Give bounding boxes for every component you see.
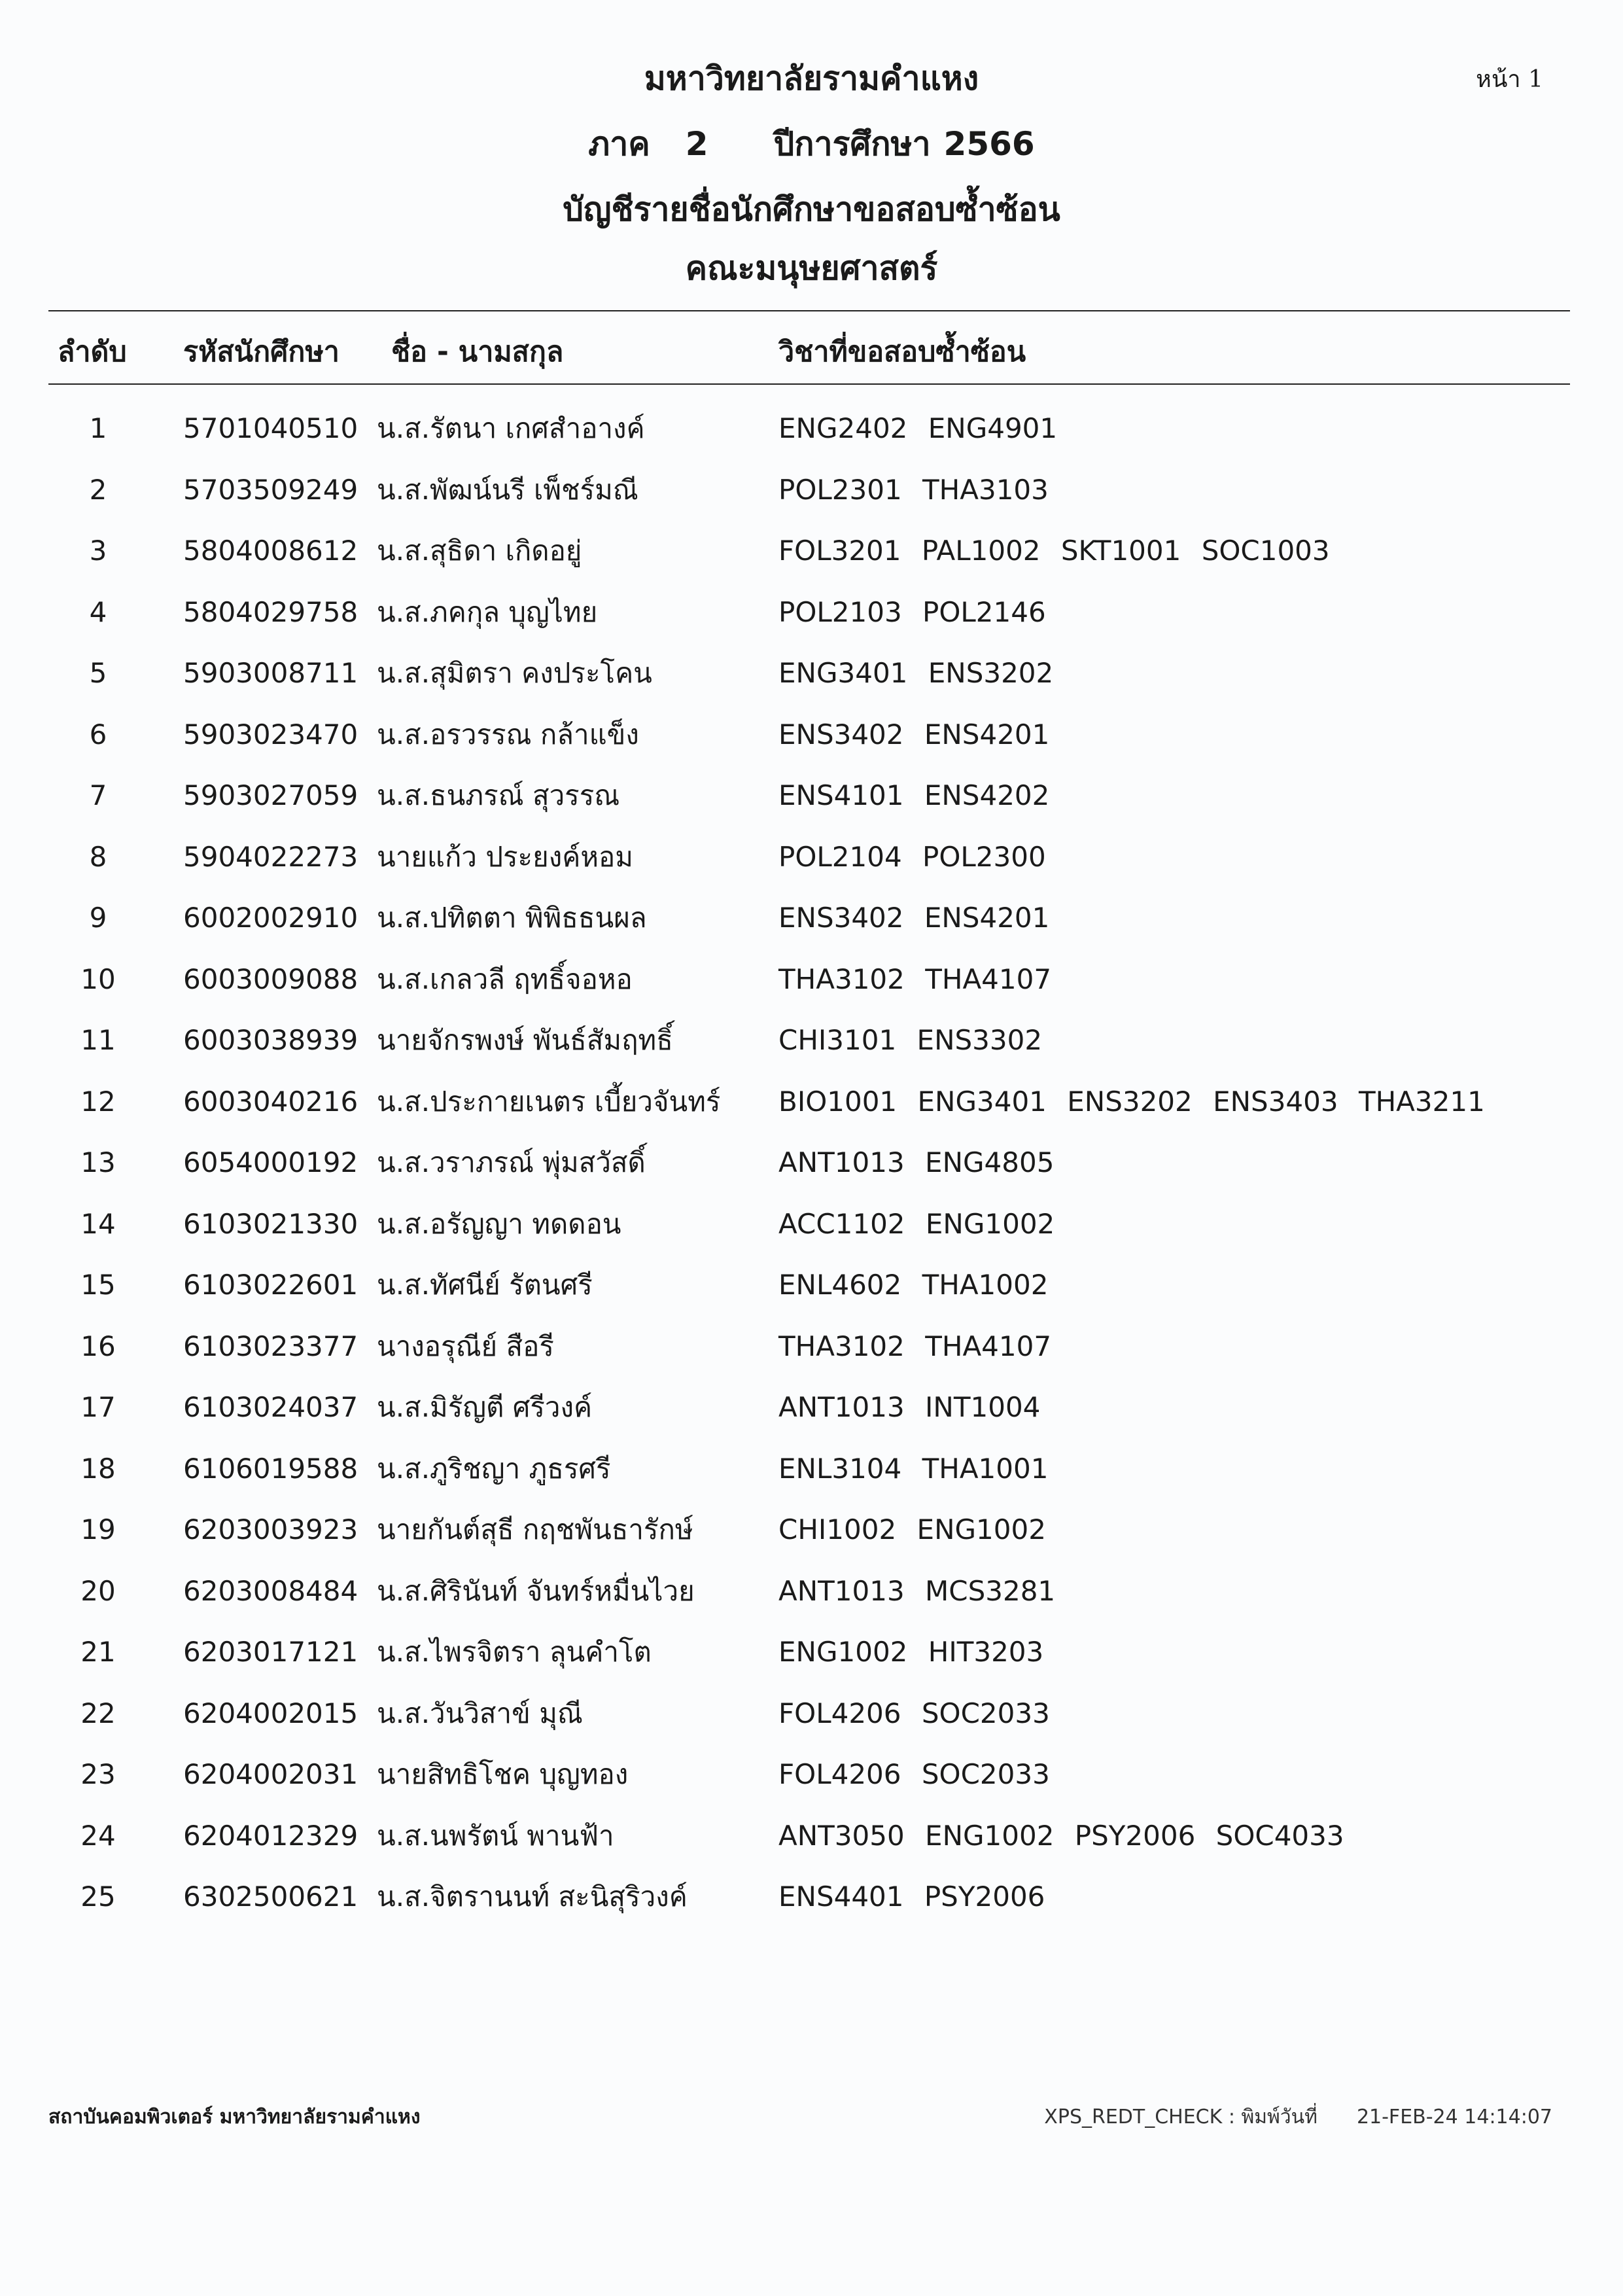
student-id: 6106019588 [183, 1452, 358, 1485]
table-row [0, 1071, 1623, 1133]
table-row [0, 765, 1623, 826]
row-number: 4 [89, 595, 107, 628]
student-id: 5903027059 [183, 779, 358, 811]
student-name: น.ส.พัฒน์นรี เพ็ชร์มณี [377, 473, 638, 506]
student-name: นายสิทธิโชค บุญทอง [377, 1758, 629, 1790]
row-number: 22 [80, 1697, 116, 1729]
footer-institute: สถาบันคอมพิวเตอร์ มหาวิทยาลัยรามคำแหง [48, 2106, 421, 2128]
student-id: 6203008484 [183, 1574, 358, 1607]
row-number: 19 [80, 1513, 116, 1545]
student-name: น.ส.นพรัตน์ พานฟ้า [377, 1819, 614, 1852]
row-number: 9 [89, 902, 107, 934]
duplicate-subjects: ANT1013 MCS3281 [778, 1574, 1056, 1607]
student-name: น.ส.ธนภรณ์ สุวรรณ [377, 779, 620, 811]
duplicate-subjects: ENG1002 HIT3203 [778, 1636, 1044, 1668]
student-name: น.ส.ปทิตตา พิพิธธนผล [377, 902, 647, 934]
student-id: 5703509249 [183, 473, 358, 506]
row-number: 21 [80, 1636, 116, 1668]
duplicate-subjects: FOL3201 PAL1002 SKT1001 SOC1003 [778, 535, 1330, 567]
student-id: 6203003923 [183, 1513, 358, 1545]
student-name: น.ส.สุมิตรา คงประโคน [377, 657, 652, 689]
duplicate-subjects: ENG2402 ENG4901 [778, 412, 1058, 444]
table-row [0, 398, 1623, 459]
row-number: 6 [89, 718, 107, 751]
row-number: 24 [80, 1819, 116, 1852]
student-name: นางอรุณีย์ สือรี [377, 1330, 554, 1362]
duplicate-subjects: POL2104 POL2300 [778, 840, 1046, 873]
column-header-name: ชื่อ - นามสกุล [391, 336, 564, 368]
row-number: 11 [80, 1024, 116, 1056]
table-row [0, 582, 1623, 643]
table-row [0, 1866, 1623, 1928]
student-name: น.ส.ประกายเนตร เบี้ยวจันทร์ [377, 1085, 721, 1118]
row-number: 16 [80, 1330, 116, 1362]
row-number: 23 [80, 1758, 116, 1790]
table-row [0, 1377, 1623, 1438]
row-number: 18 [80, 1452, 116, 1485]
student-id: 5804029758 [183, 595, 358, 628]
duplicate-subjects: ENS3402 ENS4201 [778, 902, 1050, 934]
row-number: 7 [89, 779, 107, 811]
list-title: บัญชีรายชื่อนักศึกษาขอสอบซ้ำซ้อน [563, 190, 1060, 228]
header-top-rule [48, 310, 1570, 311]
row-number: 12 [80, 1085, 116, 1118]
row-number: 8 [89, 840, 107, 873]
term-line [0, 111, 1623, 177]
page-number: หน้า 1 [1476, 66, 1543, 93]
student-id: 6204002031 [183, 1758, 358, 1790]
row-number: 15 [80, 1269, 116, 1301]
column-header-student-id: รหัสนักศึกษา [183, 336, 340, 368]
table-row [0, 520, 1623, 582]
table-row [0, 1561, 1623, 1622]
term-label: ภาค [588, 125, 650, 163]
duplicate-subjects: CHI1002 ENG1002 [778, 1513, 1046, 1545]
table-row [0, 1438, 1623, 1500]
report-check-label: XPS_REDT_CHECK : พิมพ์วันที่ [1044, 2106, 1318, 2128]
table-row [0, 643, 1623, 704]
duplicate-subjects: THA3102 THA4107 [778, 963, 1052, 995]
table-row [0, 1683, 1623, 1744]
row-number: 3 [89, 535, 107, 567]
student-id: 6003038939 [183, 1024, 358, 1056]
student-name: นายกันต์สุธี กฤชพันธารักษ์ [377, 1513, 693, 1545]
student-id: 6103022601 [183, 1269, 358, 1301]
table-row [0, 459, 1623, 521]
student-name: น.ส.จิตรานนท์ สะนิสุริวงค์ [377, 1881, 688, 1913]
student-name: น.ส.ภคกุล บุญไทย [377, 595, 598, 628]
document-header [0, 46, 1623, 294]
row-number: 25 [80, 1881, 116, 1913]
student-name: น.ส.วันวิสาข์ มุณี [377, 1697, 583, 1729]
duplicate-subjects: THA3102 THA4107 [778, 1330, 1052, 1362]
student-name: น.ส.อรวรรณ กล้าแข็ง [377, 718, 639, 751]
student-id: 6204002015 [183, 1697, 358, 1729]
student-id: 6302500621 [183, 1881, 358, 1913]
footer-print-info [1044, 2102, 1552, 2132]
year-value: 2566 [943, 125, 1035, 163]
table-row [0, 1254, 1623, 1316]
student-name: นายแก้ว ประยงค์หอม [377, 840, 633, 873]
student-id: 5903023470 [183, 718, 358, 751]
header-bottom-rule [48, 383, 1570, 385]
duplicate-subjects: ENL4602 THA1002 [778, 1269, 1049, 1301]
duplicate-subjects: ENG3401 ENS3202 [778, 657, 1054, 689]
row-number: 17 [80, 1391, 116, 1423]
table-row [0, 1805, 1623, 1867]
duplicate-subjects: ENS4101 ENS4202 [778, 779, 1050, 811]
table-row [0, 1132, 1623, 1193]
row-number: 10 [80, 963, 116, 995]
duplicate-subjects: ENL3104 THA1001 [778, 1452, 1049, 1485]
row-number: 20 [80, 1574, 116, 1607]
duplicate-subjects: POL2103 POL2146 [778, 595, 1046, 628]
student-name: น.ส.อรัญญา ทดดอน [377, 1207, 621, 1240]
duplicate-subjects: FOL4206 SOC2033 [778, 1758, 1050, 1790]
student-name: นายจักรพงษ์ พันธ์สัมฤทธิ์ [377, 1024, 673, 1056]
row-number: 1 [89, 412, 107, 444]
student-id: 5804008612 [183, 535, 358, 567]
student-name: น.ส.วราภรณ์ พุ่มสวัสดิ์ [377, 1146, 646, 1178]
row-number: 2 [89, 473, 107, 506]
duplicate-subjects: ANT1013 ENG4805 [778, 1146, 1055, 1178]
student-id: 6204012329 [183, 1819, 358, 1852]
student-table-body [0, 398, 1623, 1928]
table-row [0, 1316, 1623, 1377]
student-id: 5903008711 [183, 657, 358, 689]
student-name: น.ส.เกลวลี ฤทธิ์จอหอ [377, 963, 633, 995]
column-header-subjects: วิชาที่ขอสอบซ้ำซ้อน [778, 336, 1026, 368]
faculty-name: คณะมนุษยศาสตร์ [685, 249, 938, 287]
student-id: 6203017121 [183, 1636, 358, 1668]
student-id: 6103021330 [183, 1207, 358, 1240]
table-row [0, 887, 1623, 949]
table-row [0, 826, 1623, 888]
table-row [0, 1499, 1623, 1561]
table-row [0, 1621, 1623, 1683]
student-name: น.ส.สุธิดา เกิดอยู่ [377, 535, 582, 567]
table-row [0, 949, 1623, 1010]
student-name: น.ส.ศิรินันท์ จันทร์หมื่นไวย [377, 1574, 695, 1607]
print-timestamp: 21-FEB-24 14:14:07 [1356, 2106, 1552, 2128]
duplicate-subjects: ANT1013 INT1004 [778, 1391, 1041, 1423]
duplicate-subjects: ACC1102 ENG1002 [778, 1207, 1055, 1240]
row-number: 14 [80, 1207, 116, 1240]
table-row [0, 704, 1623, 766]
duplicate-subjects: ENS3402 ENS4201 [778, 718, 1050, 751]
row-number: 5 [89, 657, 107, 689]
student-id: 6003009088 [183, 963, 358, 995]
student-name: น.ส.ไพรจิตรา ลุนคำโต [377, 1636, 652, 1668]
table-row [0, 1744, 1623, 1805]
student-id: 5701040510 [183, 412, 358, 444]
university-name: มหาวิทยาลัยรามคำแหง [644, 60, 979, 97]
term-value: 2 [685, 125, 708, 163]
duplicate-subjects: ENS4401 PSY2006 [778, 1881, 1045, 1913]
student-name: น.ส.มิรัญตี ศรีวงค์ [377, 1391, 593, 1423]
duplicate-subjects: ANT3050 ENG1002 PSY2006 SOC4033 [778, 1819, 1344, 1852]
duplicate-subjects: POL2301 THA3103 [778, 473, 1049, 506]
table-row [0, 1010, 1623, 1071]
duplicate-subjects: BIO1001 ENG3401 ENS3202 ENS3403 THA3211 [778, 1085, 1485, 1118]
student-id: 6002002910 [183, 902, 358, 934]
student-name: น.ส.ภูริชญา ภูธรศรี [377, 1452, 611, 1485]
year-label: ปีการศึกษา [773, 125, 931, 163]
student-name: น.ส.รัตนา เกศสำอางค์ [377, 412, 645, 444]
student-id: 6003040216 [183, 1085, 358, 1118]
column-header-no: ลำดับ [58, 336, 127, 368]
table-row [0, 1193, 1623, 1255]
duplicate-subjects: FOL4206 SOC2033 [778, 1697, 1050, 1729]
duplicate-subjects: CHI3101 ENS3302 [778, 1024, 1043, 1056]
row-number: 13 [80, 1146, 116, 1178]
student-name: น.ส.ทัศนีย์ รัตนศรี [377, 1269, 593, 1301]
student-id: 6054000192 [183, 1146, 358, 1178]
student-id: 6103023377 [183, 1330, 358, 1362]
student-id: 5904022273 [183, 840, 358, 873]
student-id: 6103024037 [183, 1391, 358, 1423]
